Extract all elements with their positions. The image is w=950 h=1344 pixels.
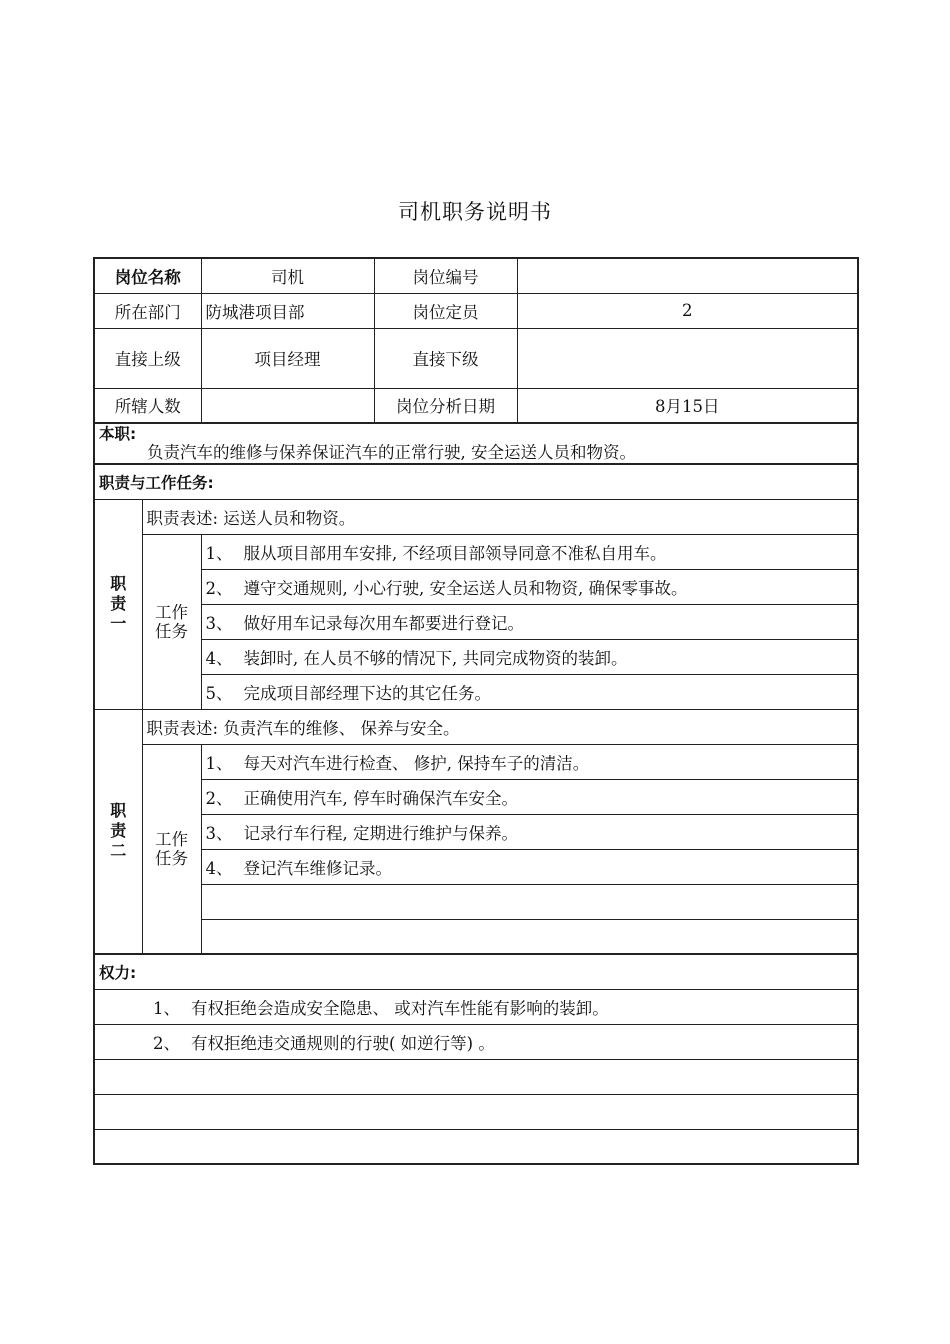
- quota-value: 2: [517, 293, 858, 328]
- duty2-task-row: [94, 744, 858, 779]
- duty2-desc: 职责表述: 负责汽车的维修、 保养与安全。: [142, 709, 858, 744]
- duty1-task-label: 工作 任务: [142, 534, 201, 709]
- duty1-task-4: 4、 装卸时, 在人员不够的情况下, 共同完成物资的装卸。: [201, 639, 858, 674]
- quota-label: 岗位定员: [374, 293, 517, 328]
- duty1-desc-row: [94, 499, 858, 534]
- power-item-1: 1、 有权拒绝会造成安全隐患、 或对汽车性能有影响的装卸。: [94, 989, 858, 1024]
- row-post-name: [94, 258, 858, 293]
- benzhi-cell: [94, 423, 858, 464]
- department-label: 所在部门: [94, 293, 201, 328]
- duty2-task-label: 工作 任务: [142, 744, 201, 954]
- power-label: 权力:: [94, 954, 858, 989]
- duty1-task-3: 3、 做好用车记录每次用车都要进行登记。: [201, 604, 858, 639]
- duty2-task-1: 1、 每天对汽车进行检查、 修护, 保持车子的清洁。: [201, 744, 858, 779]
- power-row: [94, 989, 858, 1024]
- duty1-label: 职 责 一: [94, 499, 142, 709]
- superior-value: 项目经理: [201, 328, 374, 388]
- document-title: 司机职务说明书: [398, 200, 552, 224]
- duty1-task-2: 2、 遵守交通规则, 小心行驶, 安全运送人员和物资, 确保零事故。: [201, 569, 858, 604]
- power-row: [94, 1024, 858, 1059]
- duty2-task-empty-1: [201, 884, 858, 919]
- row-power-header: [94, 954, 858, 989]
- duty2-task-3: 3、 记录行车行程, 定期进行维护与保养。: [201, 814, 858, 849]
- post-name-value: 司机: [201, 258, 374, 293]
- duty2-task-row-empty: [94, 884, 858, 919]
- post-name-label: 岗位名称: [94, 258, 201, 293]
- duty2-task-row: [94, 814, 858, 849]
- power-item-2: 2、 有权拒绝违交通规则的行驶( 如逆行等) 。: [94, 1024, 858, 1059]
- duty1-task-row: [94, 604, 858, 639]
- power-empty-3: [94, 1129, 858, 1164]
- power-row-empty: [94, 1059, 858, 1094]
- subordinate-label: 直接下级: [374, 328, 517, 388]
- power-row-empty: [94, 1129, 858, 1164]
- duty1-task-5: 5、 完成项目部经理下达的其它任务。: [201, 674, 858, 709]
- power-row-empty: [94, 1094, 858, 1129]
- duty1-desc: 职责表述: 运送人员和物资。: [142, 499, 858, 534]
- duty1-task-row: [94, 569, 858, 604]
- count-label: 所辖人数: [94, 388, 201, 423]
- analysis-date-label: 岗位分析日期: [374, 388, 517, 423]
- superior-label: 直接上级: [94, 328, 201, 388]
- analysis-date-value: 8月15日: [517, 388, 858, 423]
- duty1-task-row: [94, 639, 858, 674]
- duty1-task-row: [94, 674, 858, 709]
- benzhi-label: 本职:: [99, 425, 137, 443]
- department-value: 防城港项目部: [201, 293, 374, 328]
- row-benzhi: [94, 423, 858, 464]
- duty2-task-empty-2: [201, 919, 858, 954]
- duty2-task-2: 2、 正确使用汽车, 停车时确保汽车安全。: [201, 779, 858, 814]
- duties-header: 职责与工作任务:: [94, 464, 858, 499]
- duty2-desc-row: [94, 709, 858, 744]
- duty2-task-row-empty: [94, 919, 858, 954]
- duty2-task-row: [94, 779, 858, 814]
- post-code-value: [517, 258, 858, 293]
- row-superior: [94, 328, 858, 388]
- row-count: [94, 388, 858, 423]
- duty2-task-row: [94, 849, 858, 884]
- duty1-task-1: 1、 服从项目部用车安排, 不经项目部领导同意不准私自用车。: [201, 534, 858, 569]
- duty1-task-row: [94, 534, 858, 569]
- benzhi-text: 负责汽车的维修与保养保证汽车的正常行驶, 安全运送人员和物资。: [147, 443, 636, 462]
- power-empty-2: [94, 1094, 858, 1129]
- post-code-label: 岗位编号: [374, 258, 517, 293]
- subordinate-value: [517, 328, 858, 388]
- duty2-label: 职 责 二: [94, 709, 142, 954]
- job-description-table: [93, 257, 859, 1165]
- count-value: [201, 388, 374, 423]
- power-empty-1: [94, 1059, 858, 1094]
- duty2-task-4: 4、 登记汽车维修记录。: [201, 849, 858, 884]
- row-duties-header: [94, 464, 858, 499]
- row-department: [94, 293, 858, 328]
